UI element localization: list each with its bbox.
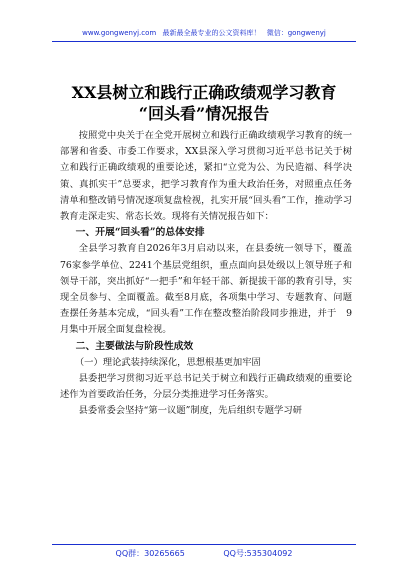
paragraph-overview: 全县学习教育自2026年3月启动以来，在县委统一领导下，覆盖 76家参学单位、2241个基层党组织，重点面向县处级以上领导班子和领导干部，突出抓好“一把手”和年轻干部、新提拔干部的教育引导，实现全员参与、全面覆盖。截至8月底，各项集中学习、专题教育、问题查摆任务基本完成，“回头看”工作在整改整治阶段同步推进，并于 9月集中开展全面复盘检视。 [60, 243, 362, 336]
header-wechat: 微信：gongwenyj [266, 29, 326, 37]
document-title-line1: XX县树立和践行正确政绩观学习教育 [71, 83, 337, 102]
footer-qq-group: QQ群：30265665 [115, 549, 185, 558]
document-title-line2: “回头看”情况报告 [138, 104, 270, 123]
footer-divider [52, 544, 356, 545]
paragraph-committee: 县委常委会坚持“第一议题”制度，先后组织专题学习研 [78, 405, 302, 417]
footer-qq-number: QQ号:535304092 [223, 549, 293, 558]
header-site: www.gongwenyj.com [82, 29, 157, 37]
header-divider [52, 41, 356, 42]
header-slogan: 最新最全最专业的公文资料库！ [162, 29, 261, 37]
page-header [0, 28, 408, 38]
paragraph-theory: 县委把学习贯彻习近平总书记关于树立和践行正确政绩观的重要论述作为首要政治任务，分层分类推进学习任务落实。 [60, 373, 352, 401]
subsection-heading-1: （一）理论武装持续深化，思想根基更加牢固 [74, 356, 261, 368]
section-heading-1: 一、开展“回头看”的总体安排 [75, 227, 205, 239]
paragraph-intro: 按照党中央关于在全党开展树立和践行正确政绩观学习教育的统一部署和省委、市委工作要求，XX县深入学习贯彻习近平总书记关于树立和践行正确政绩观的重要论述，紧扣“立党为公、为民造福、科学决策、真抓实干”总要求，把学习教育作为重大政治任务，对照重点任务清单和整改销号情况逐项复盘检视，扎实开展“回头看”工作，推动学习教育走深走实、常态长效。现将有关情况报告如下： [60, 130, 352, 223]
page-footer [0, 548, 408, 559]
document-body [60, 128, 362, 420]
section-heading-2: 二、主要做法与阶段性成效 [75, 340, 194, 352]
